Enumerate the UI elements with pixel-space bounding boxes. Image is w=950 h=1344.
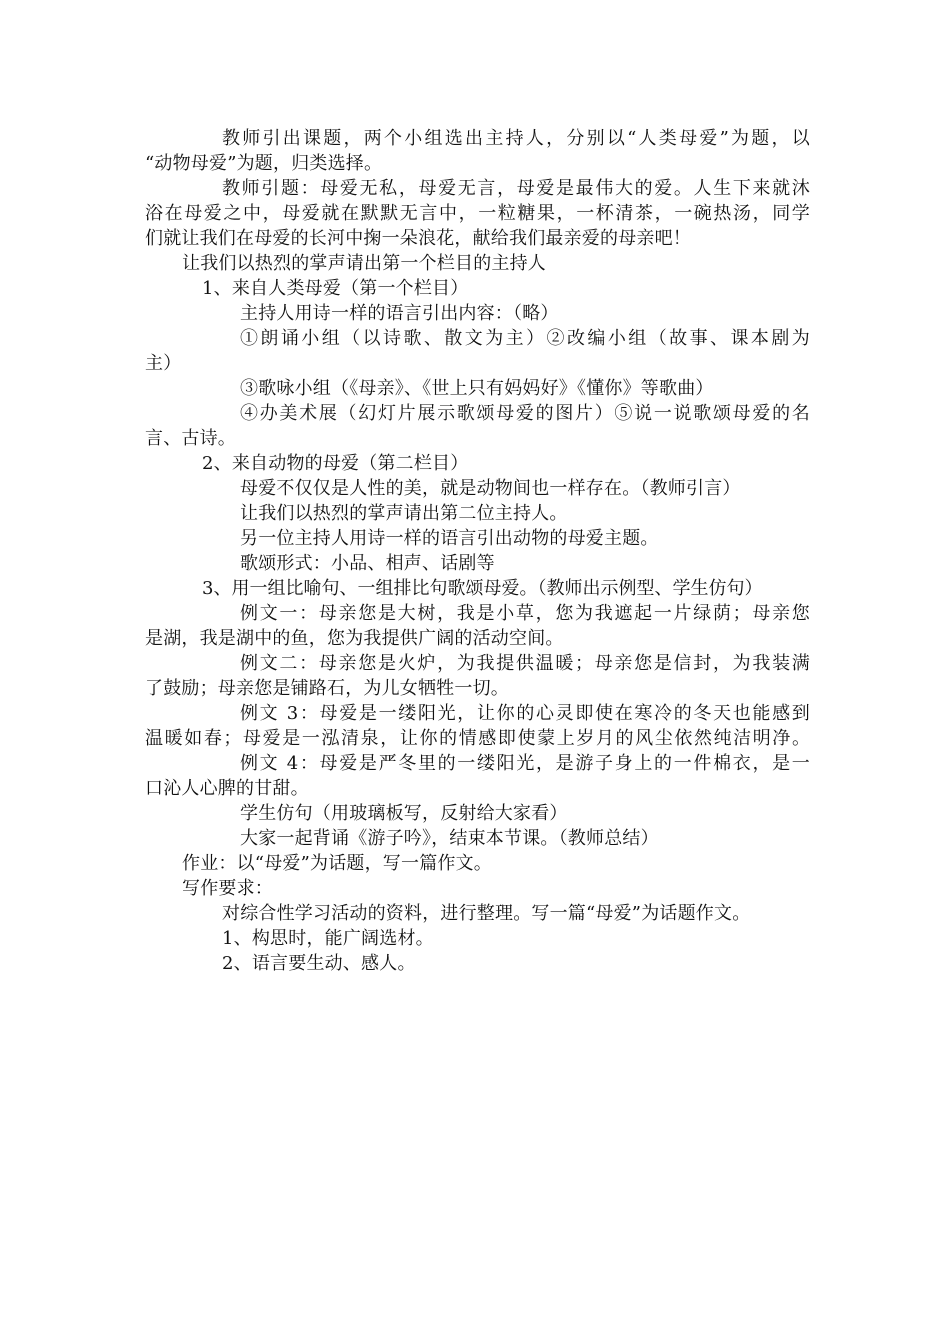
list-item: 2、语言要生动、感人。 xyxy=(222,953,416,974)
paragraph-line: 例文 3：母爱是一缕阳光，让你的心灵即使在寒冷的冬天也能感到 xyxy=(240,703,810,724)
paragraph-line: 了鼓励；母亲您是铺路石，为儿女牺牲一切。 xyxy=(145,678,509,699)
paragraph-line: 教师引题：母爱无私，母爱无言，母爱是最伟大的爱。人生下来就沐 xyxy=(222,178,810,199)
paragraph-line: 们就让我们在母爱的长河中掬一朵浪花，献给我们最亲爱的母亲吧！ xyxy=(145,228,691,249)
paragraph-line: 母爱不仅仅是人性的美，就是动物间也一样存在。（教师引言） xyxy=(240,478,741,499)
paragraph-line: ④办美术展（幻灯片展示歌颂母爱的图片）⑤说一说歌颂母爱的名 xyxy=(240,403,810,424)
paragraph-line: 对综合性学习活动的资料，进行整理。写一篇“母爱”为话题作文。 xyxy=(222,903,751,924)
paragraph-line: 让我们以热烈的掌声请出第一个栏目的主持人 xyxy=(182,253,546,274)
paragraph-line: 另一位主持人用诗一样的语言引出动物的母爱主题。 xyxy=(240,528,659,549)
paragraph-line: ③歌咏小组（《母亲》、《世上只有妈妈好》《懂你》等歌曲） xyxy=(240,378,714,399)
paragraph-line: 教师引出课题，两个小组选出主持人，分别以“人类母爱”为题，以 xyxy=(222,128,810,149)
paragraph-line: 主） xyxy=(145,353,182,374)
paragraph-line: 学生仿句（用玻璃板写，反射给大家看） xyxy=(240,803,568,824)
paragraph-line: 主持人用诗一样的语言引出内容：（略） xyxy=(240,303,559,324)
section-heading: 2、来自动物的母爱（第二栏目） xyxy=(202,453,469,474)
paragraph-line: “动物母爱”为题，归类选择。 xyxy=(145,153,383,174)
paragraph-line: 是湖，我是湖中的鱼，您为我提供广阔的活动空间。 xyxy=(145,628,564,649)
section-heading: 1、来自人类母爱（第一个栏目） xyxy=(202,278,469,299)
paragraph-line: 例文二：母亲您是火炉，为我提供温暖；母亲您是信封，为我装满 xyxy=(240,653,810,674)
paragraph-line: 温暖如春；母爱是一泓清泉，让你的情感即使蒙上岁月的风尘依然纯洁明净。 xyxy=(145,728,810,749)
paragraph-line: 浴在母爱之中，母爱就在默默无言中，一粒糖果，一杯清茶，一碗热汤，同学 xyxy=(145,203,810,224)
paragraph-line: 歌颂形式：小品、相声、话剧等 xyxy=(240,553,495,574)
requirements-heading: 写作要求： xyxy=(182,878,273,899)
paragraph-line: ①朗诵小组（以诗歌、散文为主）②改编小组（故事、课本剧为 xyxy=(240,328,810,349)
paragraph-line: 言、古诗。 xyxy=(145,428,236,449)
section-heading: 3、用一组比喻句、一组排比句歌颂母爱。（教师出示例型、学生仿句） xyxy=(202,578,763,599)
paragraph-line: 口沁人心脾的甘甜。 xyxy=(145,778,309,799)
paragraph-line: 例文 4：母爱是严冬里的一缕阳光，是游子身上的一件棉衣，是一 xyxy=(240,753,810,774)
homework-line: 作业：以“母爱”为话题，写一篇作文。 xyxy=(182,853,493,874)
paragraph-line: 例文一：母亲您是大树，我是小草，您为我遮起一片绿荫；母亲您 xyxy=(240,603,810,624)
paragraph-line: 让我们以热烈的掌声请出第二位主持人。 xyxy=(240,503,568,524)
list-item: 1、构思时，能广阔选材。 xyxy=(222,928,434,949)
paragraph-line: 大家一起背诵《游子吟》，结束本节课。（教师总结） xyxy=(240,828,659,849)
